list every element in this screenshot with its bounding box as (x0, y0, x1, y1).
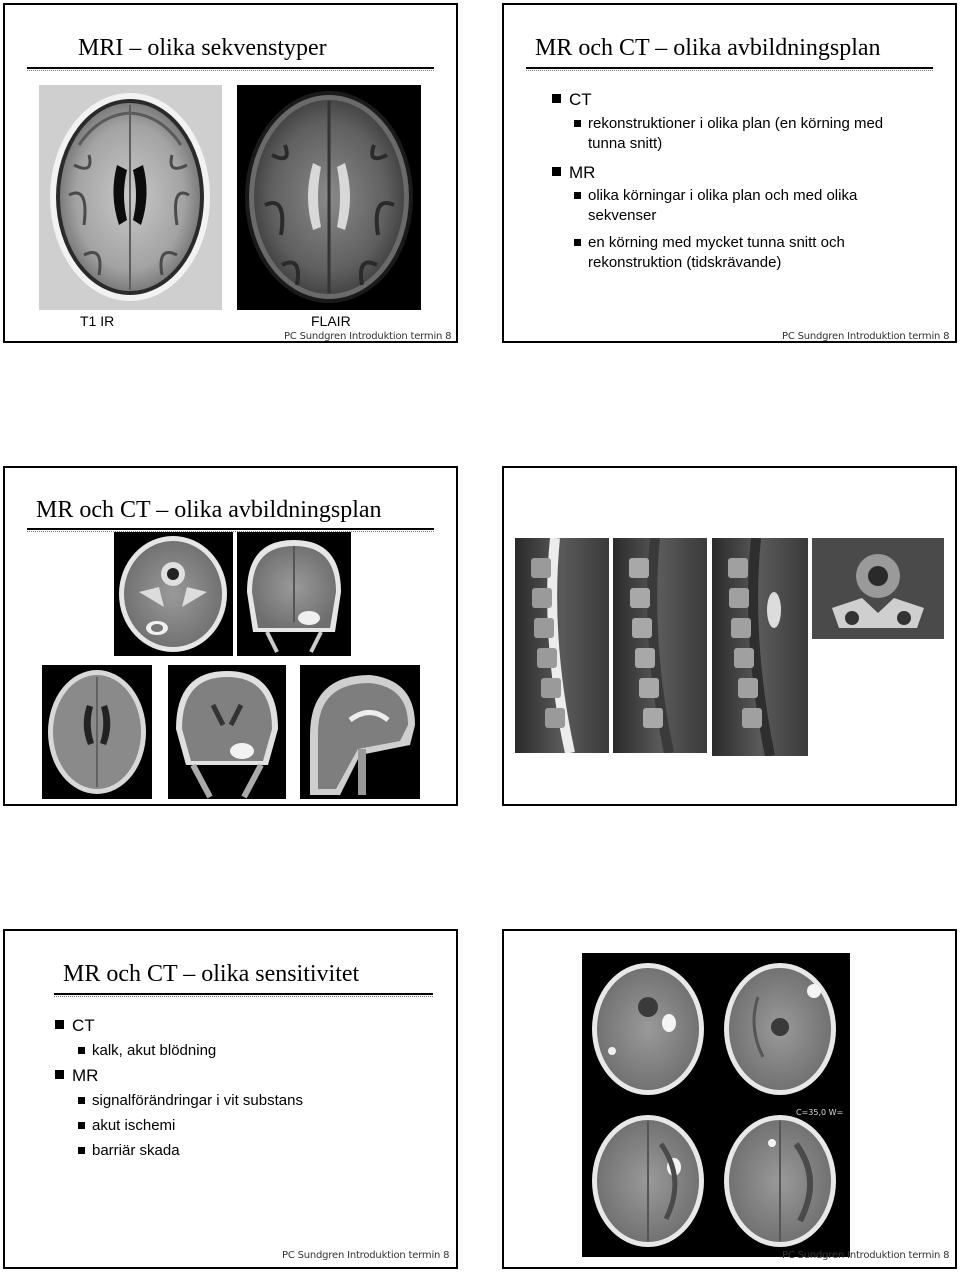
bullet-ct: CT (55, 1015, 95, 1036)
spine-sagittal-image-2 (613, 538, 707, 753)
spine-axial-image (812, 538, 944, 639)
sub-bullet: barriär skada (78, 1141, 180, 1161)
mr-axial-image (42, 665, 152, 799)
slide-title: MR och CT – olika avbildningsplan (535, 35, 881, 61)
bullet-mr: MR (55, 1065, 98, 1086)
sub-bullet: akut ischemi (78, 1116, 175, 1136)
sub-bullet: rekonstruktioner i olika plan (en körning med tunna snitt) (574, 114, 904, 154)
title-underline (526, 67, 933, 69)
bullet-square-icon (574, 120, 581, 127)
ct-coronal-image (237, 532, 351, 656)
slide-title: MRI – olika sekvenstyper (78, 35, 327, 61)
title-underline (54, 993, 433, 995)
bullet-square-icon (574, 192, 581, 199)
bullet-square-icon (78, 1122, 85, 1129)
slide-sensitivity-text (3, 929, 458, 1269)
bullet-square-icon (574, 239, 581, 246)
slide-imaging-planes-text (502, 3, 957, 343)
t1-ir-brain-image (39, 85, 222, 310)
scan-overlay-text: C=35,0 W= (796, 1108, 844, 1117)
title-underline (27, 67, 434, 69)
slide-footer: PC Sundgren Introduktion termin 8 (284, 331, 452, 342)
slide-title: MR och CT – olika avbildningsplan (36, 497, 382, 523)
bullet-mr: MR (552, 162, 595, 183)
slide-footer: PC Sundgren Introduktion termin 8 (282, 1250, 450, 1261)
sub-bullet: kalk, akut blödning (78, 1041, 216, 1061)
sub-bullet: en körning med mycket tunna snitt och rekonstruktion (tidskrävande) (574, 233, 904, 273)
slide-sensitivity-images (502, 929, 957, 1269)
sub-bullet: signalförändringar i vit substans (78, 1091, 303, 1111)
bullet-square-icon (78, 1097, 85, 1104)
slide-footer: PC Sundgren Introduktion termin 8 (782, 331, 950, 342)
mr-coronal-image (168, 665, 286, 799)
slide-spine-images (502, 466, 957, 806)
bullet-square-icon (552, 167, 561, 176)
bullet-square-icon (55, 1070, 64, 1079)
bullet-square-icon (78, 1047, 85, 1054)
sub-bullet: olika körningar i olika plan och med olika sekvenser (574, 186, 914, 226)
flair-brain-image (237, 85, 421, 310)
bullet-square-icon (55, 1020, 64, 1029)
bullet-square-icon (552, 94, 561, 103)
title-underline (27, 528, 434, 530)
slide-title: MR och CT – olika sensitivitet (63, 961, 360, 987)
caption-t1-ir: T1 IR (80, 313, 115, 329)
bullet-ct: CT (552, 89, 592, 110)
spine-sagittal-image-1 (515, 538, 609, 753)
bullet-square-icon (78, 1147, 85, 1154)
slide-footer: PC Sundgren Introduktion termin 8 (782, 1250, 950, 1261)
slide-mri-sequence-types (3, 3, 458, 343)
caption-flair: FLAIR (311, 313, 351, 329)
ct-axial-image (114, 532, 233, 656)
mr-sagittal-image (300, 665, 420, 799)
spine-sagittal-image-3 (712, 538, 808, 756)
slide-imaging-planes-images (3, 466, 458, 806)
ct-scans-grid-image (582, 953, 850, 1257)
